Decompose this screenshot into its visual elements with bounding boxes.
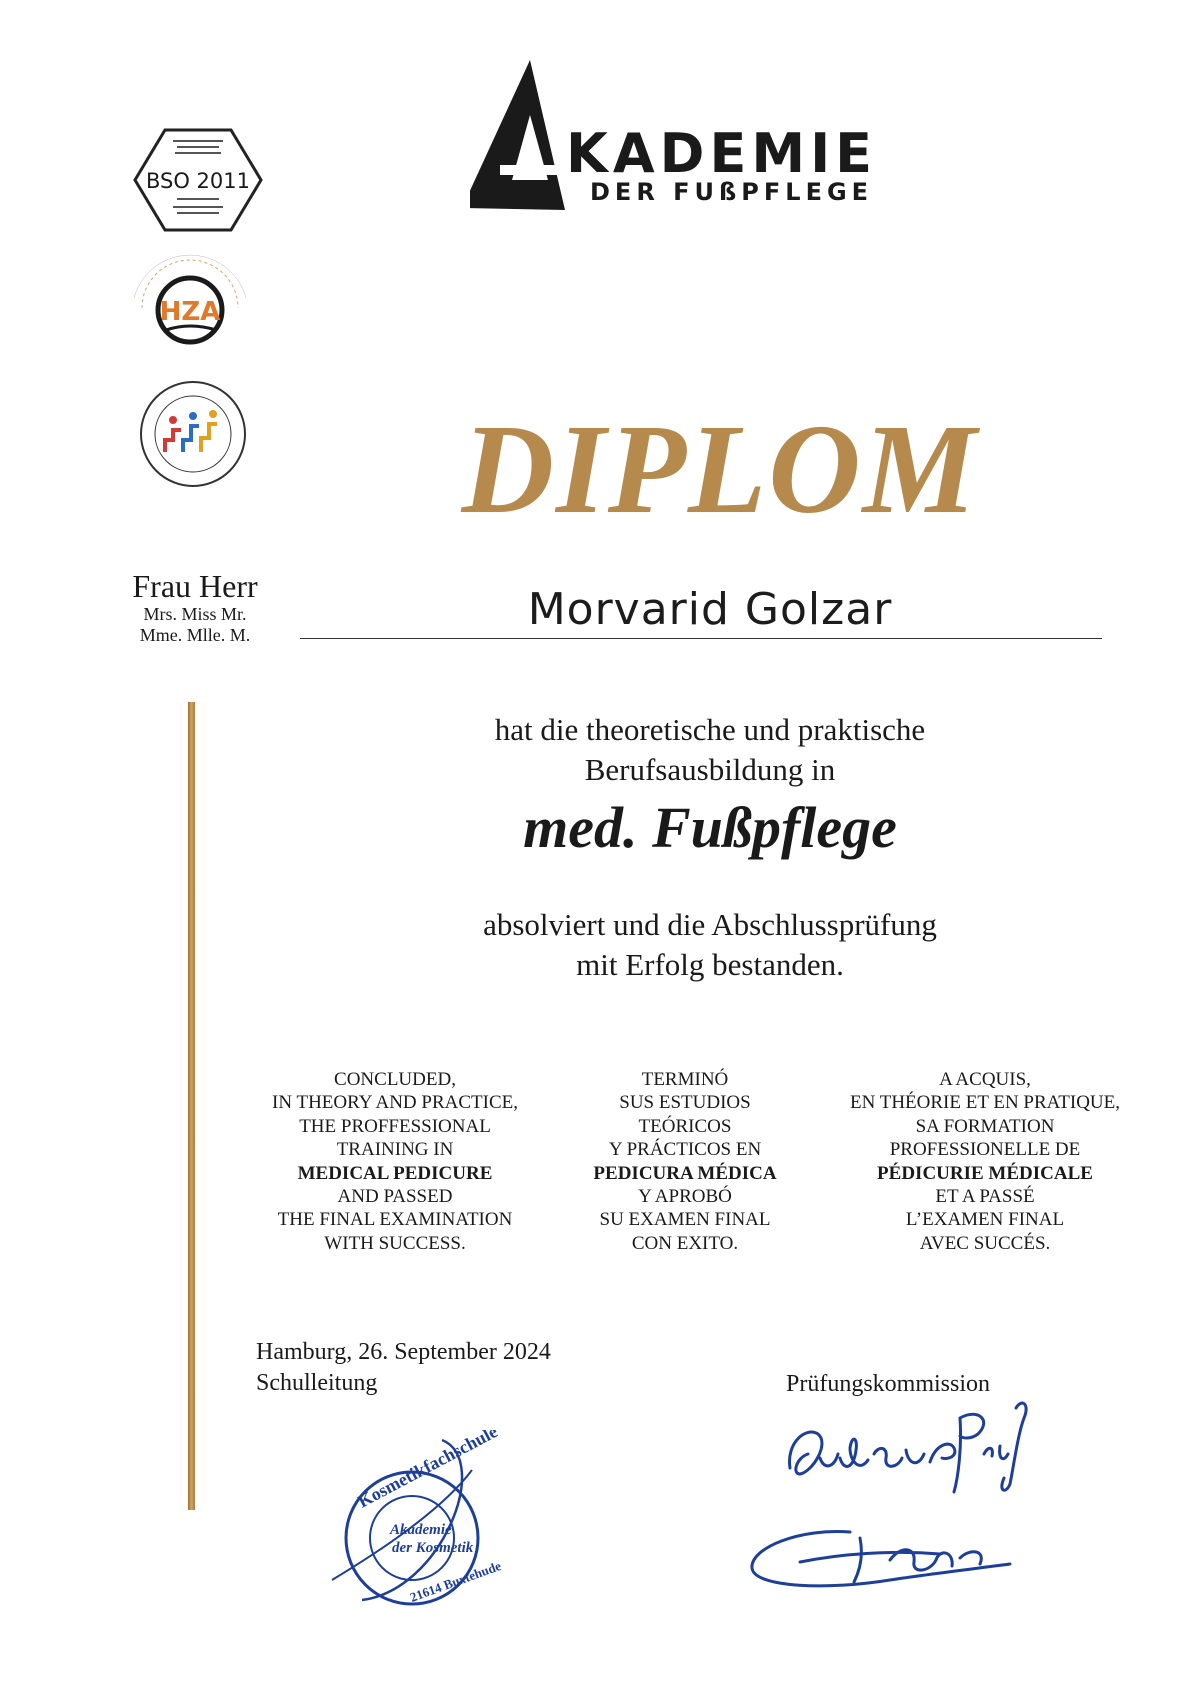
french-line: EN THÉORIE ET EN PRATIQUE, — [849, 1092, 1121, 1114]
english-line: WITH SUCCESS. — [324, 1232, 466, 1254]
spanish-line: SUS ESTUDIOS — [619, 1092, 751, 1114]
svg-text:Kosmetikfachschule: Kosmetikfachschule — [354, 1430, 501, 1512]
salutation-block — [120, 568, 270, 646]
english-line: THE PROFFESSIONAL — [299, 1115, 491, 1137]
spanish-line: CON EXITO. — [631, 1232, 739, 1254]
svg-text:Akademie: Akademie — [390, 1522, 452, 1538]
french-line: PROFESSIONELLE DE — [889, 1139, 1081, 1161]
english-line: THE FINAL EXAMINATION — [277, 1209, 513, 1231]
english-line: IN THEORY AND PRACTICE, — [272, 1092, 518, 1114]
academy-logo — [470, 60, 910, 230]
french-line: A ACQUIS, — [939, 1069, 1031, 1090]
gold-divider — [188, 702, 195, 1510]
french-line: AVEC SUCCÉS. — [919, 1232, 1051, 1254]
course-title: med. Fußpflege — [523, 795, 897, 860]
french-line: L’EXAMEN FINAL — [905, 1209, 1065, 1231]
spanish-line: TERMINÓ — [641, 1069, 729, 1090]
body-line-3: absolviert und die Abschlussprüfung — [483, 907, 937, 942]
svg-text:21614 Buxtehude: 21614 Buxtehude — [407, 1557, 502, 1605]
hza-abbr: HZA — [159, 297, 221, 327]
school-stamp — [322, 1430, 502, 1620]
spanish-line: Y PRÁCTICOS EN — [608, 1139, 762, 1161]
body-line-1: hat die theoretische und praktische — [494, 712, 926, 747]
salutation-fr: Mme. Mlle. M. — [139, 625, 251, 645]
english-line: AND PASSED — [337, 1186, 453, 1208]
place-date: Hamburg, 26. September 2024 — [256, 1339, 551, 1365]
spanish-course: PEDICURA MÉDICA — [593, 1162, 777, 1184]
hza-seal — [120, 238, 260, 358]
salutation-de: Frau Herr — [132, 568, 258, 604]
diploma-title: DIPLOM — [461, 398, 979, 540]
body-line-4: mit Erfolg bestanden. — [576, 947, 844, 982]
body-line-2: Berufsausbildung in — [584, 752, 836, 787]
name-underline — [300, 638, 1102, 639]
weiterbildung-seal — [125, 378, 261, 490]
logo-line1: KADEMIE — [566, 122, 878, 185]
french-line: SA FORMATION — [915, 1115, 1055, 1137]
english-line: CONCLUDED, — [334, 1069, 456, 1090]
logo-line2: DER FUßPFLEGE — [590, 178, 874, 206]
school-head-label: Schulleitung — [256, 1370, 378, 1396]
french-line: ET A PASSÉ — [935, 1186, 1035, 1208]
signature-second — [740, 1518, 1020, 1598]
english-line: TRAINING IN — [336, 1139, 454, 1161]
spanish-column — [565, 1068, 805, 1255]
spanish-line: Y APROBÓ — [638, 1186, 732, 1208]
recipient-name: Morvarid Golzar — [527, 584, 893, 635]
spanish-line: SU EXAMEN FINAL — [599, 1209, 771, 1231]
exam-board-label: Prüfungskommission — [786, 1371, 991, 1397]
french-course: PÉDICURIE MÉDICALE — [877, 1162, 1093, 1184]
english-column — [255, 1068, 535, 1255]
spanish-line: TEÓRICOS — [638, 1115, 732, 1137]
salutation-en: Mrs. Miss Mr. — [143, 604, 247, 624]
english-course: MEDICAL PEDICURE — [297, 1162, 493, 1184]
bso-seal — [133, 128, 263, 232]
french-column — [840, 1068, 1130, 1255]
bso-label: BSO 2011 — [145, 169, 251, 193]
signature-andrea — [778, 1388, 1048, 1498]
svg-text:der Kosmetik: der Kosmetik — [392, 1540, 474, 1556]
